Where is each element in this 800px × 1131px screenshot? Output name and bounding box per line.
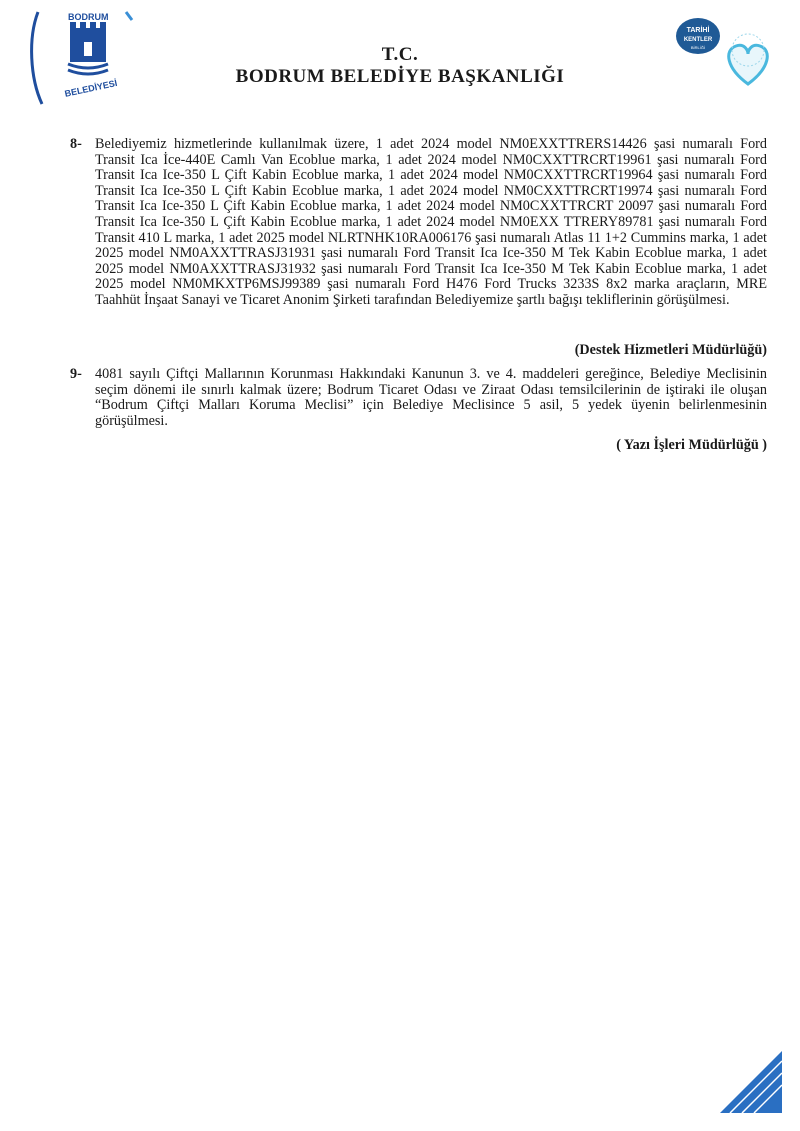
agenda-item-8 [70,137,767,309]
badge-text-1: TARİHİ [686,27,710,34]
agenda-item-text: 4081 sayılı Çiftçi Mallarının Korunması Hakkındaki Kanunun 3. ve 4. maddeleri gereğince, Belediye Meclisinin seçim dönemi ile sınırlı kalmak üzere; Bodrum Ticaret Odası ve Ziraat Odası temsilcilerinin de iştiraki ile oluşan “Bodrum Çiftçi Malları Koruma Meclisi” için Belediye Meclisince 5 asil, 5 yedek üyenin belirlenmesinin görüşülmesi. [95,366,767,429]
document-header [0,44,800,88]
agenda-item-text: Belediyemiz hizmetlerinde kullanılmak üzere, 1 adet 2024 model NM0EXXTTRERS14426 şasi numaralı Ford Transit Ica İce-440E Camlı Van Ecoblue marka, 1 adet 2024 model NM0CXXTTRCRT19961 şasi numaralı Ford Transit Ica Ice-350 L Çift Kabin Ecoblue marka, 1 adet 2024 model NM0CXXTTRCRT19964 şasi numaralı Ford Transit Ica Ice-350 L Çift Kabin Ecoblue marka, 1 adet 2024 model NM0CXXTTRCRT19974 şasi numaralı Ford Transit Ica Ice-350 L Çift Kabin Ecoblue marka, 1 adet 2024 model NM0CXXTTRCRT 20097 şasi numaralı Ford Transit Ica Ice-350 L Çift Kabin Ecoblue marka, 1 adet 2024 model NM0EXX TTRERY89781 şasi numaralı Ford Transit 410 L marka, 1 adet 2025 model NLRTNHK10RA006176 şasi numaralı Atlas 11 1+2 Cummins marka, 1 adet 2025 model NM0AXXTTRASJ31931 şasi numaralı Ford Transit Ica Ice-350 M Tek Kabin Ecoblue marka, 1 adet 2025 model NM0AXXTTRASJ31932 şasi numaralı Ford Transit Ica Ice-350 M Tek Kabin Ecoblue marka, 1 adet 2025 model NM0MKXTP6MSJ99389 şasi numaralı Ford H476 Ford Trucks 3233S 8x2 marka araçların, MRE Taahhüt İnşaat Sanayi ve Ticaret Anonim Şirketi tarafından Belediyemize şartlı bağışı tekliflerinin görüşülmesi. [95,136,767,308]
header-tc: T.C. [381,44,419,65]
decorative-corner-graphic [720,1051,782,1113]
badge-text-2: KENTLER [683,37,713,43]
agenda-item-9-department: ( Yazı İşleri Müdürlüğü ) [616,437,767,453]
agenda-item-number: 9- [70,366,82,382]
badge-text-3: BİRLİĞİ [690,45,706,50]
agenda-item-number: 8- [70,136,82,152]
agenda-item-8-department: (Destek Hizmetleri Müdürlüğü) [574,342,767,358]
logo-bottom-text: BELEDİYESİ [63,77,119,99]
agenda-item-9 [70,367,767,429]
logo-top-text: BODRUM [68,12,109,22]
header-title: BODRUM BELEDİYE BAŞKANLIĞI [235,66,565,87]
